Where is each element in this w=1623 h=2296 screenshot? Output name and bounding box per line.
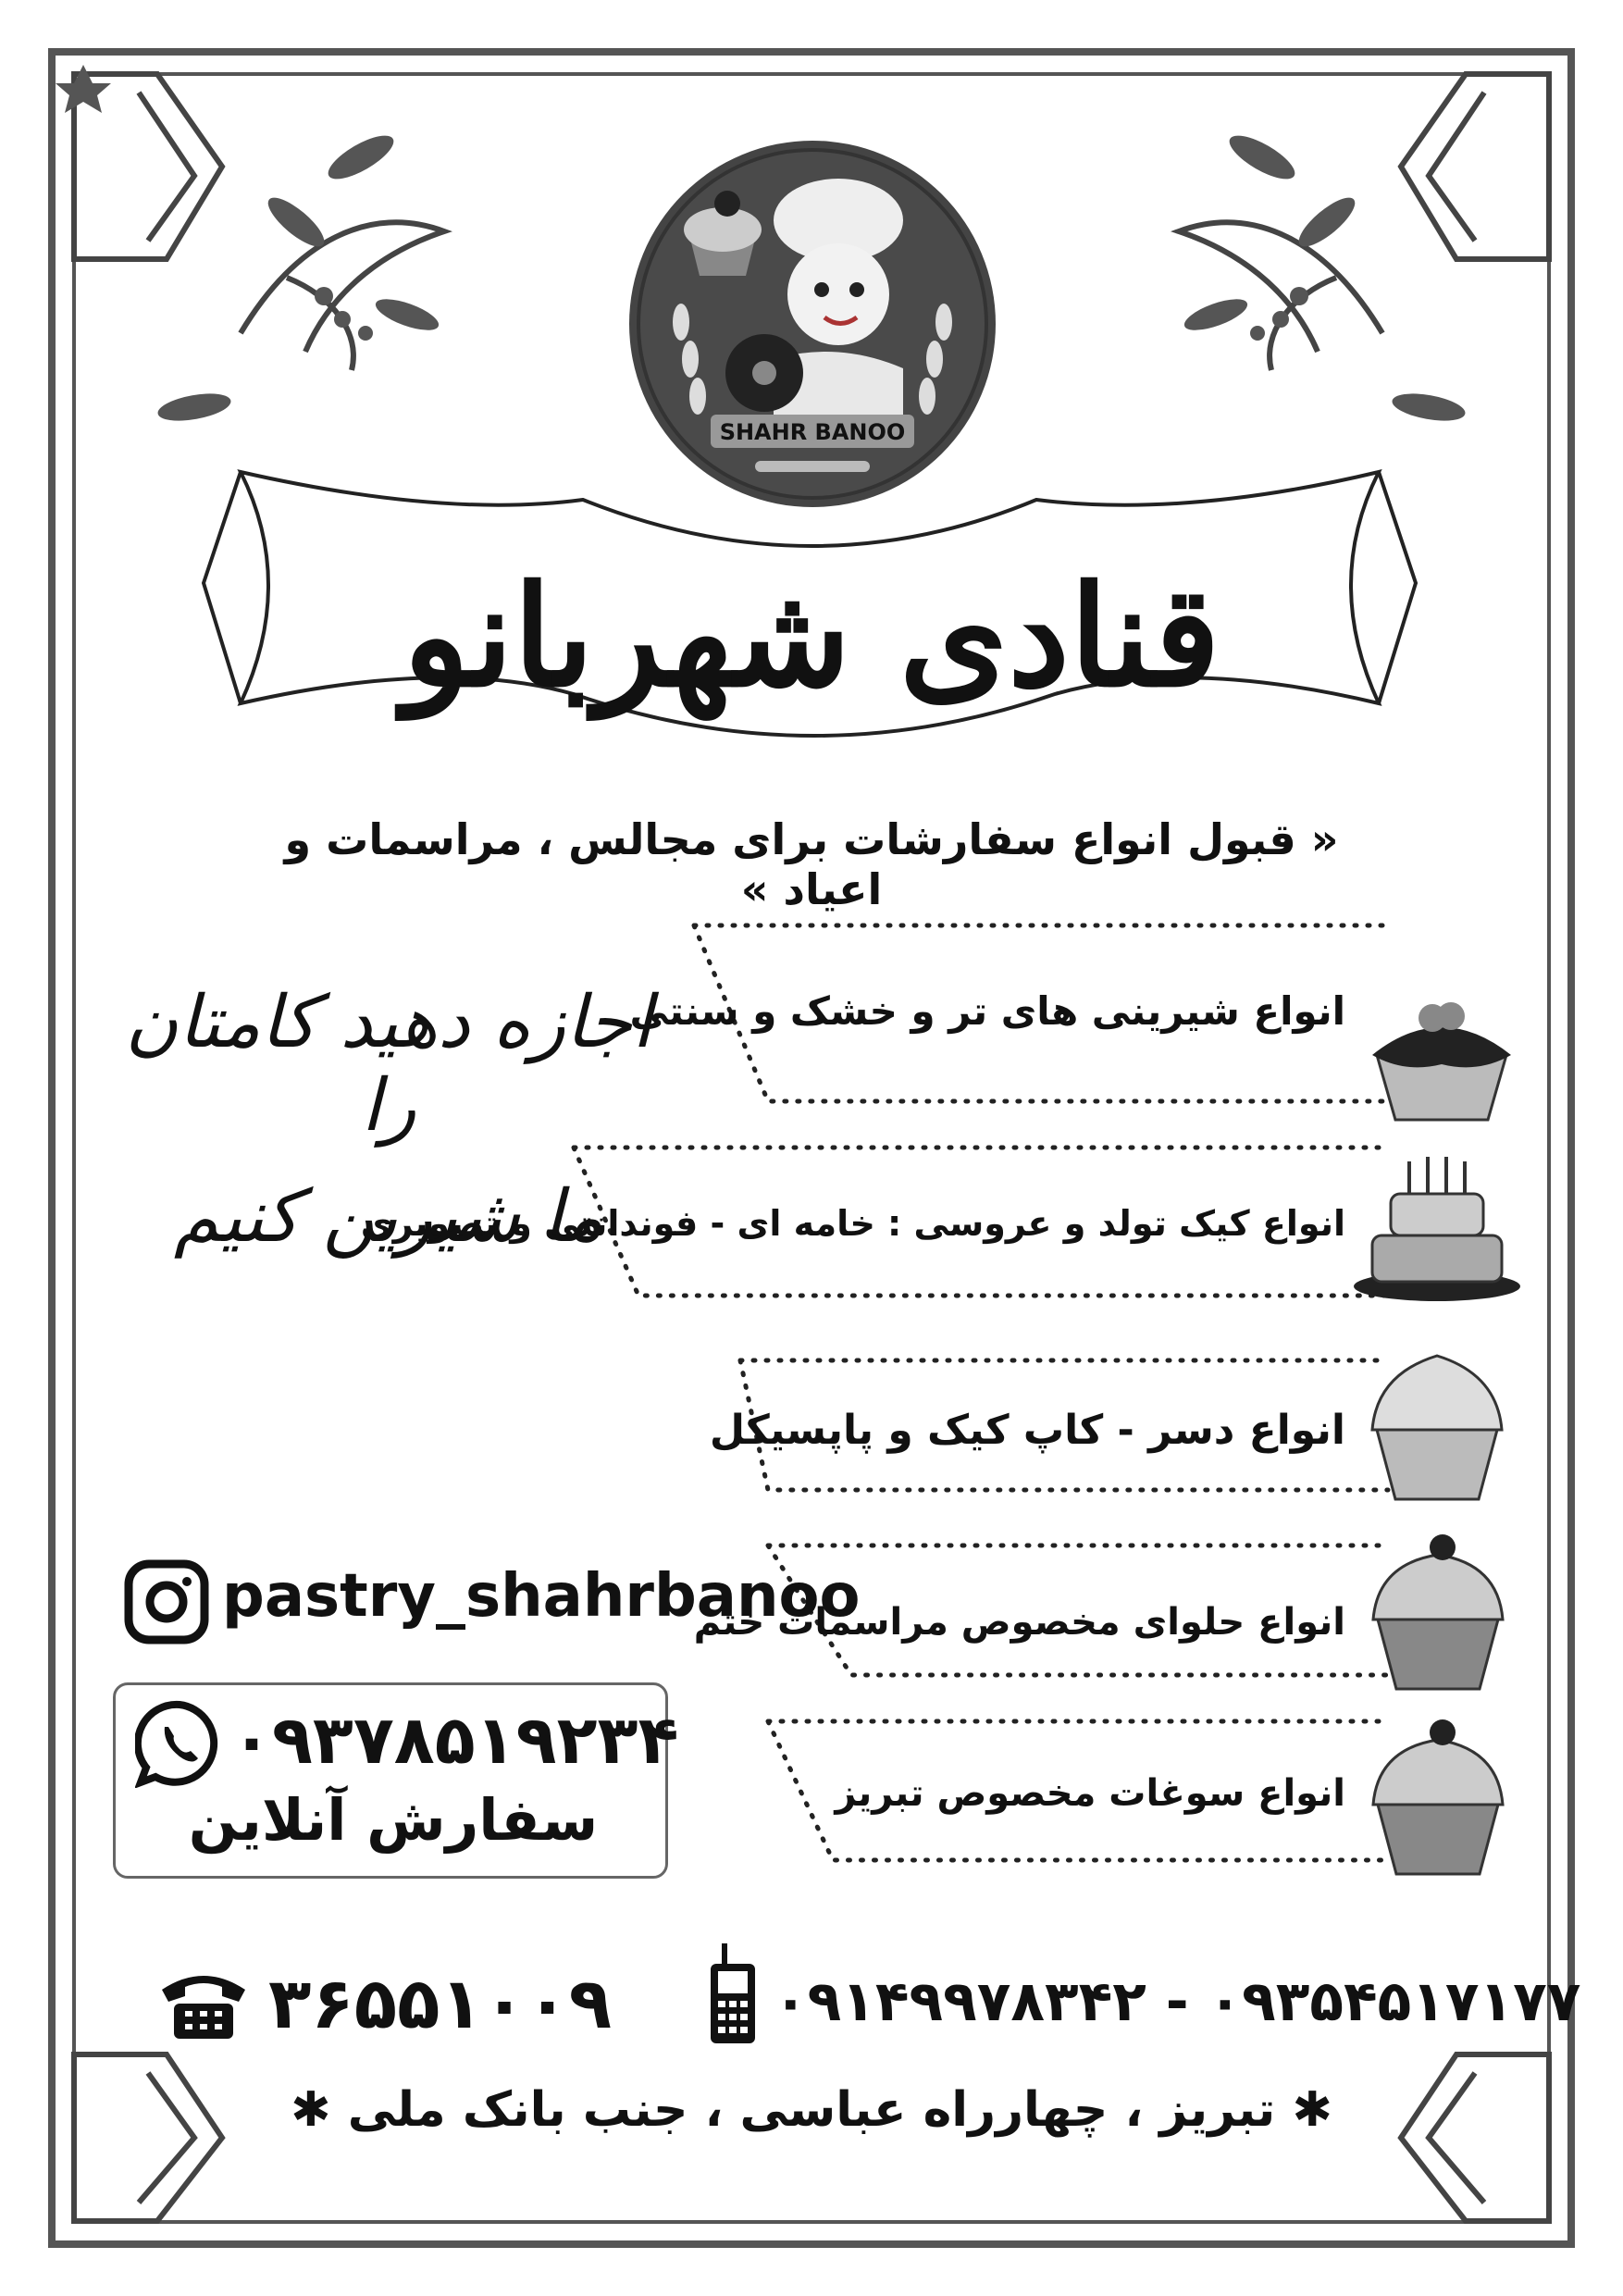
mobile-phone-icon xyxy=(707,1943,759,2045)
slogan-line-1: اجازه دهید کامتان را xyxy=(125,981,652,1148)
cupcake-cherry-icon xyxy=(1364,1703,1512,1879)
service-item-4: انواع حلوای مخصوص مراسمات ختم xyxy=(693,1601,1345,1644)
instagram-icon xyxy=(124,1559,209,1644)
corner-ornament-bottom-left xyxy=(56,2036,333,2240)
orders-subtitle: « قبول انواع سفارشات برای مجالس ، مراسمات و اعیاد » xyxy=(284,814,1339,914)
mobile-numbers[interactable]: ۰۹۱۴۹۹۷۸۳۴۲ - ۰۹۳۵۴۵۱۷۱۷۷ xyxy=(774,1969,1581,2034)
whatsapp-icon xyxy=(135,1699,224,1788)
service-item-2: انواع کیک تولد و عروسی : خامه ای - فوندانتی و تصویری xyxy=(360,1203,1345,1244)
cake-icon xyxy=(1358,981,1525,1129)
corner-ornament-top-left xyxy=(56,56,490,444)
address: ✱ تبریز ، چهارراه عباسی ، جنب بانک ملی ✱ xyxy=(291,2082,1332,2138)
corner-ornament-top-right xyxy=(1133,56,1567,444)
logo-text: SHAHR BANOO xyxy=(719,419,906,445)
cupcake-cherry-icon xyxy=(1364,1518,1512,1694)
online-order-label: سفارش آنلاین xyxy=(188,1786,599,1854)
cupcake-icon xyxy=(1358,1337,1516,1504)
instagram-handle[interactable]: pastry_shahrbanoo xyxy=(222,1562,861,1631)
service-item-3: انواع دسر - کاپ کیک و پاپسیکل xyxy=(709,1407,1345,1454)
slogan-line-2: ما شیرین کنیم xyxy=(173,1175,604,1259)
shop-title: قنادی شهربانو xyxy=(403,555,1220,718)
services-dotted-frames xyxy=(555,916,1481,1879)
whatsapp-number[interactable]: ۰۹۳۷۸۵۱۹۲۳۴ xyxy=(231,1701,679,1779)
corner-ornament-bottom-right xyxy=(1290,2036,1567,2240)
service-item-5: انواع سوغات مخصوص تبریز xyxy=(835,1772,1345,1815)
birthday-cake-icon xyxy=(1349,1148,1525,1305)
landline-number[interactable]: ۳۶۵۵۱۰۰۹ xyxy=(268,1962,613,2044)
service-item-1: انواع شیرینی های تر و خشک و سنتی xyxy=(629,988,1345,1034)
telephone-icon xyxy=(157,1967,250,2041)
